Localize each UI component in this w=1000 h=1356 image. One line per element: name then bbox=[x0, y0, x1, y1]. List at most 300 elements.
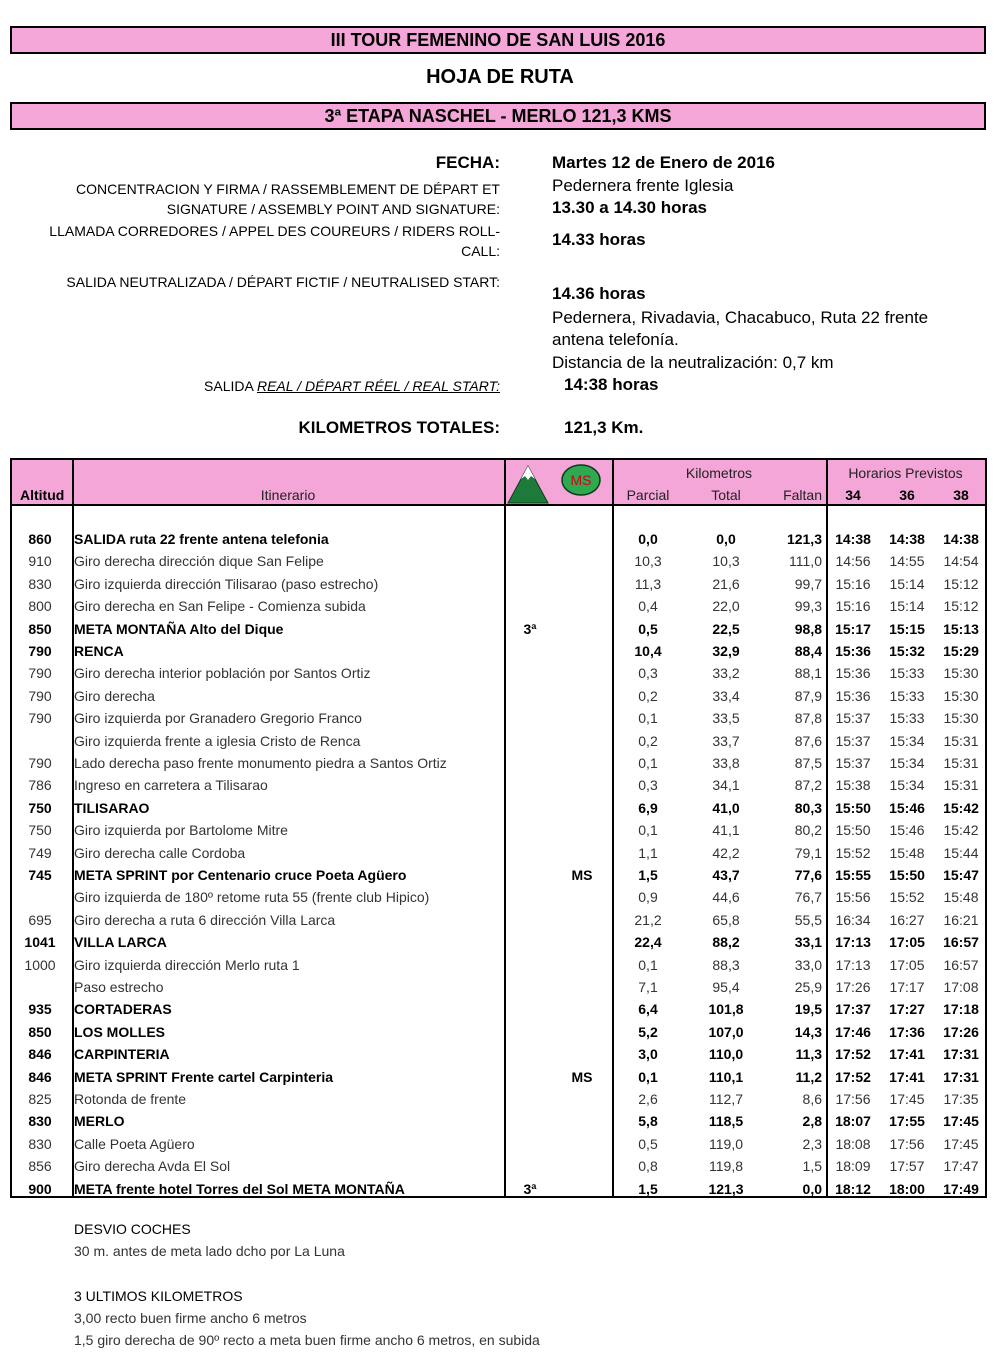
parcial-cell: 0,3 bbox=[638, 665, 658, 682]
altitud-cell: 790 bbox=[28, 665, 52, 682]
table-row bbox=[12, 707, 985, 729]
faltan-cell: 11,3 bbox=[795, 1046, 822, 1063]
horario-34-cell: 18:08 bbox=[835, 1135, 871, 1152]
altitud-cell: 856 bbox=[28, 1158, 52, 1175]
ms-icon bbox=[560, 463, 602, 497]
horario-38-cell: 15:30 bbox=[943, 710, 979, 727]
header-altitud: Altitud bbox=[20, 487, 65, 503]
itinerario-cell: VILLA LARCA bbox=[74, 934, 167, 951]
header-faltan: Faltan bbox=[783, 487, 822, 503]
table-row bbox=[12, 1088, 985, 1110]
horario-38-cell: 15:12 bbox=[943, 598, 979, 615]
parcial-cell: 5,8 bbox=[638, 1113, 658, 1130]
real-start-label-b: REAL / DÉPART RÉEL / REAL START: bbox=[256, 378, 500, 394]
llamada-time: 14.33 horas bbox=[552, 230, 646, 249]
parcial-cell: 1,1 bbox=[638, 844, 658, 861]
horario-38-cell: 15:42 bbox=[943, 822, 979, 839]
ms-icon-text: MS bbox=[570, 472, 592, 488]
altitud-cell: 825 bbox=[28, 1091, 52, 1107]
ultimos-title: 3 ULTIMOS KILOMETROS bbox=[74, 1288, 243, 1304]
table-row bbox=[12, 1133, 985, 1155]
altitud-cell: 1000 bbox=[24, 956, 56, 973]
table-row bbox=[12, 730, 985, 752]
itinerario-cell: Giro derecha calle Cordoba bbox=[74, 844, 246, 861]
horario-34-cell: 17:26 bbox=[835, 979, 871, 995]
horario-34-cell: 15:36 bbox=[835, 665, 871, 682]
horario-38-cell: 17:08 bbox=[943, 979, 979, 995]
horario-38-cell: 15:30 bbox=[943, 665, 979, 682]
total-cell: 10,3 bbox=[712, 553, 740, 570]
itinerario-cell: TILISARAO bbox=[74, 799, 150, 816]
altitud-cell: 860 bbox=[28, 531, 52, 547]
parcial-cell: 0,4 bbox=[638, 598, 658, 615]
horario-36-cell: 17:41 bbox=[889, 1068, 925, 1085]
altitud-cell: 790 bbox=[28, 710, 52, 727]
horario-38-cell: 15:12 bbox=[943, 575, 979, 592]
horario-38-cell: 15:30 bbox=[943, 687, 979, 704]
neutral-time: 14.36 horas bbox=[552, 284, 646, 303]
horario-38-cell: 15:31 bbox=[943, 755, 979, 771]
total-cell: 33,4 bbox=[712, 687, 740, 704]
horario-36-cell: 18:00 bbox=[889, 1180, 925, 1197]
horario-36-cell: 17:57 bbox=[889, 1158, 925, 1175]
altitud-cell: 800 bbox=[28, 598, 52, 615]
itinerario-cell: Giro izquierda de 180º retome ruta 55 (frente club Hipico) bbox=[74, 889, 430, 906]
faltan-cell: 33,1 bbox=[794, 934, 822, 951]
itinerario-cell: CORTADERAS bbox=[74, 1001, 172, 1018]
total-cell: 110,0 bbox=[708, 1046, 744, 1063]
parcial-cell: 7,1 bbox=[638, 979, 658, 995]
horario-36-cell: 17:36 bbox=[889, 1023, 925, 1040]
itinerario-cell: Giro derecha dirección dique San Felipe bbox=[74, 553, 324, 570]
table-row bbox=[12, 797, 985, 819]
parcial-cell: 0,1 bbox=[638, 822, 658, 839]
horario-38-cell: 15:48 bbox=[943, 889, 979, 906]
altitud-cell: 750 bbox=[28, 822, 52, 839]
horario-34-cell: 14:38 bbox=[835, 531, 871, 547]
total-cell: 43,7 bbox=[712, 867, 740, 883]
horario-38-cell: 17:45 bbox=[943, 1113, 979, 1130]
horario-38-cell: 14:38 bbox=[943, 531, 979, 547]
parcial-cell: 0,1 bbox=[638, 755, 658, 771]
faltan-cell: 19,5 bbox=[794, 1001, 822, 1018]
altitud-cell: 846 bbox=[28, 1068, 52, 1085]
altitud-cell: 830 bbox=[28, 1113, 52, 1130]
itinerario-cell: Paso estrecho bbox=[74, 979, 164, 995]
concentracion-label-1: CONCENTRACION Y FIRMA / RASSEMBLEMENT DE DÉPART ET bbox=[76, 181, 500, 197]
table-row bbox=[12, 774, 985, 796]
neutral-route-2: antena telefonía. bbox=[552, 330, 679, 349]
altitud-cell: 935 bbox=[28, 1001, 52, 1018]
itinerario-cell: SALIDA ruta 22 frente antena telefonia bbox=[74, 531, 329, 547]
parcial-cell: 0,2 bbox=[638, 687, 658, 704]
horario-36-cell: 15:33 bbox=[889, 710, 925, 727]
parcial-cell: 3,0 bbox=[638, 1046, 658, 1063]
table-row bbox=[12, 1043, 985, 1065]
horario-38-cell: 15:47 bbox=[943, 867, 979, 883]
faltan-cell: 99,7 bbox=[794, 575, 822, 592]
table-row bbox=[12, 662, 985, 684]
total-cell: 119,8 bbox=[709, 1158, 743, 1175]
altitud-cell: 846 bbox=[28, 1046, 52, 1063]
horario-34-cell: 15:36 bbox=[835, 687, 871, 704]
fecha-label: FECHA: bbox=[435, 153, 500, 172]
horario-38-cell: 17:35 bbox=[943, 1091, 979, 1107]
horario-38-cell: 16:57 bbox=[943, 956, 979, 973]
horario-34-cell: 15:37 bbox=[835, 755, 871, 771]
table-row bbox=[12, 752, 985, 774]
total-cell: 65,8 bbox=[712, 911, 740, 928]
faltan-cell: 14,3 bbox=[794, 1023, 822, 1040]
horario-36-cell: 15:46 bbox=[889, 799, 925, 816]
km-total-value: 121,3 Km. bbox=[564, 418, 644, 437]
parcial-cell: 22,4 bbox=[634, 934, 662, 951]
concentracion-place: Pedernera frente Iglesia bbox=[552, 176, 734, 195]
parcial-cell: 2,6 bbox=[638, 1091, 658, 1107]
horario-38-cell: 17:31 bbox=[943, 1046, 979, 1063]
horario-38-cell: 17:45 bbox=[943, 1135, 979, 1152]
itinerario-cell: Giro derecha en San Felipe - Comienza subida bbox=[74, 598, 366, 615]
horario-34-cell: 14:56 bbox=[835, 553, 871, 570]
horario-38-cell: 14:54 bbox=[943, 553, 979, 570]
desvio-text: 30 m. antes de meta lado dcho por La Luna bbox=[74, 1243, 345, 1259]
header-h34: 34 bbox=[845, 487, 861, 503]
route-table bbox=[10, 458, 987, 1198]
total-cell: 33,2 bbox=[712, 665, 740, 682]
real-start-label bbox=[204, 376, 500, 396]
faltan-cell: 33,0 bbox=[794, 956, 822, 973]
parcial-cell: 0,1 bbox=[638, 956, 658, 973]
altitud-cell: 830 bbox=[28, 1135, 52, 1152]
horario-36-cell: 15:14 bbox=[889, 598, 925, 615]
parcial-cell: 0,2 bbox=[638, 732, 658, 749]
table-row bbox=[12, 1110, 985, 1132]
desvio-title: DESVIO COCHES bbox=[74, 1221, 191, 1237]
parcial-cell: 0,5 bbox=[638, 620, 658, 637]
horario-34-cell: 15:50 bbox=[835, 799, 871, 816]
horario-36-cell: 17:05 bbox=[889, 934, 925, 951]
horario-38-cell: 17:49 bbox=[943, 1180, 979, 1197]
horario-36-cell: 15:34 bbox=[889, 755, 925, 771]
parcial-cell: 5,2 bbox=[638, 1023, 658, 1040]
horario-36-cell: 17:41 bbox=[889, 1046, 925, 1063]
parcial-cell: 0,1 bbox=[638, 1068, 658, 1085]
neutral-distance: Distancia de la neutralización: 0,7 km bbox=[552, 353, 834, 372]
real-start-time: 14:38 horas bbox=[564, 375, 659, 394]
table-row bbox=[12, 1066, 985, 1088]
total-cell: 44,6 bbox=[712, 889, 740, 906]
horario-34-cell: 15:16 bbox=[835, 575, 871, 592]
llamada-label-1: LLAMADA CORREDORES / APPEL DES COUREURS / RIDERS ROLL- bbox=[49, 223, 500, 239]
horario-34-cell: 17:52 bbox=[835, 1068, 871, 1085]
parcial-cell: 0,5 bbox=[638, 1135, 658, 1152]
table-row bbox=[12, 1178, 985, 1200]
itinerario-cell: META frente hotel Torres del Sol META MONTAÑA bbox=[74, 1180, 405, 1197]
horario-38-cell: 17:18 bbox=[943, 1001, 979, 1018]
itinerario-cell: Lado derecha paso frente monumento piedra a Santos Ortiz bbox=[74, 755, 447, 771]
horario-34-cell: 15:37 bbox=[835, 710, 871, 727]
faltan-cell: 11,2 bbox=[795, 1068, 822, 1085]
itinerario-cell: Calle Poeta Agüero bbox=[74, 1135, 195, 1152]
total-cell: 0,0 bbox=[716, 531, 736, 547]
horario-36-cell: 17:56 bbox=[889, 1135, 925, 1152]
horario-34-cell: 18:09 bbox=[835, 1158, 871, 1175]
faltan-cell: 87,5 bbox=[794, 755, 822, 771]
altitud-cell: 786 bbox=[28, 777, 52, 794]
horario-38-cell: 15:13 bbox=[943, 620, 979, 637]
horario-34-cell: 15:36 bbox=[835, 643, 871, 659]
document-title: HOJA DE RUTA bbox=[426, 66, 574, 88]
horario-34-cell: 15:17 bbox=[835, 620, 871, 637]
horario-38-cell: 15:29 bbox=[943, 643, 979, 659]
fecha-value: Martes 12 de Enero de 2016 bbox=[552, 153, 776, 172]
horario-34-cell: 18:07 bbox=[835, 1113, 871, 1130]
total-cell: 33,8 bbox=[712, 755, 740, 771]
itinerario-cell: Giro izquierda frente a iglesia Cristo de Renca bbox=[74, 732, 361, 749]
itinerario-cell: Giro izquierda dirección Tilisarao (paso estrecho) bbox=[74, 575, 379, 592]
horario-38-cell: 15:31 bbox=[943, 732, 979, 749]
faltan-cell: 0,0 bbox=[802, 1180, 822, 1197]
total-cell: 110,1 bbox=[708, 1068, 744, 1085]
total-cell: 121,3 bbox=[708, 1180, 744, 1197]
total-cell: 33,7 bbox=[712, 732, 740, 749]
horario-36-cell: 15:33 bbox=[889, 687, 925, 704]
table-row bbox=[12, 976, 985, 998]
altitud-cell: 1041 bbox=[24, 934, 56, 951]
table-row bbox=[12, 931, 985, 953]
horario-36-cell: 17:27 bbox=[889, 1001, 925, 1018]
faltan-cell: 98,8 bbox=[794, 620, 822, 637]
total-cell: 95,4 bbox=[712, 979, 740, 995]
parcial-cell: 10,3 bbox=[634, 553, 662, 570]
concentracion-time: 13.30 a 14.30 horas bbox=[552, 198, 708, 217]
itinerario-cell: META SPRINT Frente cartel Carpinteria bbox=[74, 1068, 334, 1085]
parcial-cell: 10,4 bbox=[634, 643, 662, 659]
horario-34-cell: 17:37 bbox=[835, 1001, 871, 1018]
horario-36-cell: 15:33 bbox=[889, 665, 925, 682]
faltan-cell: 121,3 bbox=[786, 531, 822, 547]
parcial-cell: 0,0 bbox=[638, 531, 658, 547]
faltan-cell: 55,5 bbox=[794, 911, 822, 928]
parcial-cell: 21,2 bbox=[634, 911, 662, 928]
total-cell: 119,0 bbox=[709, 1135, 743, 1152]
altitud-cell: 749 bbox=[28, 844, 52, 861]
neutral-route-1: Pedernera, Rivadavia, Chacabuco, Ruta 22 frente bbox=[552, 308, 929, 327]
horario-36-cell: 15:46 bbox=[889, 822, 925, 839]
table-row bbox=[12, 640, 985, 662]
horario-34-cell: 18:12 bbox=[835, 1180, 871, 1197]
horario-34-cell: 15:37 bbox=[835, 732, 871, 749]
altitud-cell: 910 bbox=[28, 553, 52, 570]
itinerario-cell: LOS MOLLES bbox=[74, 1023, 165, 1040]
horario-38-cell: 15:31 bbox=[943, 777, 979, 794]
faltan-cell: 77,6 bbox=[794, 867, 822, 883]
horario-36-cell: 16:27 bbox=[889, 911, 925, 928]
total-cell: 112,7 bbox=[709, 1091, 743, 1107]
faltan-cell: 79,1 bbox=[794, 844, 822, 861]
itinerario-cell: RENCA bbox=[74, 643, 124, 659]
faltan-cell: 111,0 bbox=[789, 553, 822, 570]
horario-38-cell: 17:26 bbox=[943, 1023, 979, 1040]
itinerario-cell: Giro izquierda por Bartolome Mitre bbox=[74, 822, 288, 839]
stage-title: 3ª ETAPA NASCHEL - MERLO 121,3 KMS bbox=[324, 106, 672, 126]
header-total: Total bbox=[711, 487, 741, 503]
parcial-cell: 0,3 bbox=[638, 777, 658, 794]
altitud-cell: 830 bbox=[28, 575, 52, 592]
total-cell: 32,9 bbox=[712, 643, 740, 659]
horario-36-cell: 15:50 bbox=[889, 867, 925, 883]
altitud-cell: 790 bbox=[28, 755, 52, 771]
horario-34-cell: 15:55 bbox=[835, 867, 871, 883]
horario-34-cell: 17:52 bbox=[835, 1046, 871, 1063]
horario-38-cell: 16:57 bbox=[943, 934, 979, 951]
mountain-category-cell: 3ª bbox=[523, 1180, 537, 1197]
faltan-cell: 8,6 bbox=[802, 1091, 822, 1107]
parcial-cell: 1,5 bbox=[638, 867, 658, 883]
sprint-cell: MS bbox=[571, 867, 593, 883]
horario-38-cell: 16:21 bbox=[943, 911, 979, 928]
horario-36-cell: 15:48 bbox=[889, 844, 925, 861]
table-row bbox=[12, 550, 985, 572]
faltan-cell: 1,5 bbox=[802, 1158, 822, 1175]
total-cell: 88,2 bbox=[712, 934, 740, 951]
ultimos-line2: 1,5 giro derecha de 90º recto a meta buen firme ancho 6 metros, en subida bbox=[74, 1332, 540, 1348]
event-title-bar bbox=[10, 26, 986, 54]
stage-title-bar bbox=[10, 102, 986, 130]
table-row bbox=[12, 998, 985, 1020]
faltan-cell: 88,4 bbox=[794, 643, 822, 659]
parcial-cell: 6,4 bbox=[638, 1001, 658, 1018]
event-title: III TOUR FEMENINO DE SAN LUIS 2016 bbox=[330, 30, 666, 50]
altitud-cell: 695 bbox=[28, 911, 52, 928]
faltan-cell: 2,8 bbox=[802, 1113, 822, 1130]
horario-36-cell: 14:38 bbox=[889, 531, 925, 547]
km-total-label: KILOMETROS TOTALES: bbox=[298, 418, 500, 437]
horario-38-cell: 15:42 bbox=[943, 799, 979, 816]
header-h36: 36 bbox=[899, 487, 915, 503]
table-row bbox=[12, 864, 985, 886]
faltan-cell: 88,1 bbox=[794, 665, 822, 682]
faltan-cell: 25,9 bbox=[794, 979, 822, 995]
parcial-cell: 11,3 bbox=[634, 575, 662, 592]
altitud-cell: 850 bbox=[28, 1023, 52, 1040]
faltan-cell: 80,2 bbox=[794, 822, 822, 839]
table-row bbox=[12, 618, 985, 640]
table-row bbox=[12, 819, 985, 841]
horario-34-cell: 15:52 bbox=[835, 844, 871, 861]
table-row bbox=[12, 685, 985, 707]
parcial-cell: 0,8 bbox=[638, 1158, 658, 1175]
itinerario-cell: Ingreso en carretera a Tilisarao bbox=[74, 777, 268, 794]
header-horarios: Horarios Previstos bbox=[848, 465, 963, 481]
altitud-cell: 750 bbox=[28, 799, 52, 816]
faltan-cell: 99,3 bbox=[794, 598, 822, 615]
table-row bbox=[12, 573, 985, 595]
horario-36-cell: 17:55 bbox=[889, 1113, 925, 1130]
horario-36-cell: 14:55 bbox=[889, 553, 925, 570]
total-cell: 101,8 bbox=[708, 1001, 744, 1018]
total-cell: 34,1 bbox=[712, 777, 740, 794]
horario-34-cell: 17:56 bbox=[835, 1091, 871, 1107]
horario-34-cell: 17:13 bbox=[835, 956, 871, 973]
horario-34-cell: 15:16 bbox=[835, 598, 871, 615]
table-row bbox=[12, 842, 985, 864]
neutral-label: SALIDA NEUTRALIZADA / DÉPART FICTIF / NEUTRALISED START: bbox=[66, 274, 500, 290]
sprint-cell: MS bbox=[571, 1068, 593, 1085]
table-row bbox=[12, 954, 985, 976]
total-cell: 33,5 bbox=[712, 710, 740, 727]
horario-36-cell: 17:17 bbox=[889, 979, 925, 995]
horario-36-cell: 17:45 bbox=[889, 1091, 925, 1107]
itinerario-cell: META SPRINT por Centenario cruce Poeta Agüero bbox=[74, 867, 407, 883]
itinerario-cell: META MONTAÑA Alto del Dique bbox=[74, 620, 284, 637]
table-row bbox=[12, 528, 985, 550]
parcial-cell: 0,9 bbox=[638, 889, 658, 906]
horario-36-cell: 17:05 bbox=[889, 956, 925, 973]
table-row bbox=[12, 909, 985, 931]
llamada-label-2: CALL: bbox=[461, 243, 500, 259]
faltan-cell: 87,6 bbox=[794, 732, 822, 749]
itinerario-cell: CARPINTERIA bbox=[74, 1046, 170, 1063]
parcial-cell: 1,5 bbox=[638, 1180, 658, 1197]
faltan-cell: 87,2 bbox=[794, 777, 822, 794]
total-cell: 118,5 bbox=[708, 1113, 744, 1130]
total-cell: 41,0 bbox=[712, 799, 740, 816]
altitud-cell: 745 bbox=[28, 867, 52, 883]
real-start-label-a: SALIDA bbox=[204, 378, 257, 394]
parcial-cell: 0,1 bbox=[638, 710, 658, 727]
horario-38-cell: 17:47 bbox=[943, 1158, 979, 1175]
table-row bbox=[12, 886, 985, 908]
faltan-cell: 2,3 bbox=[802, 1135, 822, 1152]
itinerario-cell: Rotonda de frente bbox=[74, 1091, 187, 1107]
itinerario-cell: Giro derecha interior población por Santos Ortiz bbox=[74, 665, 371, 682]
parcial-cell: 6,9 bbox=[638, 799, 658, 816]
table-row bbox=[12, 1155, 985, 1177]
concentracion-label-2: SIGNATURE / ASSEMBLY POINT AND SIGNATURE: bbox=[166, 201, 500, 217]
header-parcial: Parcial bbox=[626, 487, 670, 503]
itinerario-cell: Giro derecha Avda El Sol bbox=[74, 1158, 231, 1175]
horario-34-cell: 15:50 bbox=[835, 822, 871, 839]
total-cell: 88,3 bbox=[712, 956, 740, 973]
itinerario-cell: Giro derecha a ruta 6 dirección Villa Larca bbox=[74, 911, 336, 928]
horario-34-cell: 15:56 bbox=[835, 889, 871, 906]
total-cell: 41,1 bbox=[712, 822, 740, 839]
horario-36-cell: 15:52 bbox=[889, 889, 925, 906]
horario-36-cell: 15:14 bbox=[889, 575, 925, 592]
total-cell: 22,5 bbox=[712, 620, 740, 637]
total-cell: 22,0 bbox=[712, 598, 740, 615]
horario-38-cell: 15:44 bbox=[943, 844, 979, 861]
table-row bbox=[12, 595, 985, 617]
header-h38: 38 bbox=[953, 487, 969, 503]
itinerario-cell: Giro izquierda por Granadero Gregorio Franco bbox=[74, 710, 362, 727]
faltan-cell: 80,3 bbox=[794, 799, 822, 816]
altitud-cell: 850 bbox=[28, 620, 52, 637]
ultimos-line1: 3,00 recto buen firme ancho 6 metros bbox=[74, 1310, 307, 1326]
total-cell: 42,2 bbox=[712, 844, 740, 861]
horario-34-cell: 17:46 bbox=[835, 1023, 871, 1040]
header-kilometros: Kilometros bbox=[685, 465, 753, 481]
horario-36-cell: 15:34 bbox=[889, 777, 925, 794]
itinerario-cell: Giro derecha bbox=[74, 687, 155, 704]
itinerario-cell: Giro izquierda dirección Merlo ruta 1 bbox=[74, 956, 300, 973]
mountain-category-cell: 3ª bbox=[523, 620, 537, 637]
itinerario-cell: MERLO bbox=[74, 1113, 125, 1130]
faltan-cell: 87,8 bbox=[794, 710, 822, 727]
total-cell: 107,0 bbox=[708, 1023, 744, 1040]
horario-36-cell: 15:32 bbox=[889, 643, 925, 659]
